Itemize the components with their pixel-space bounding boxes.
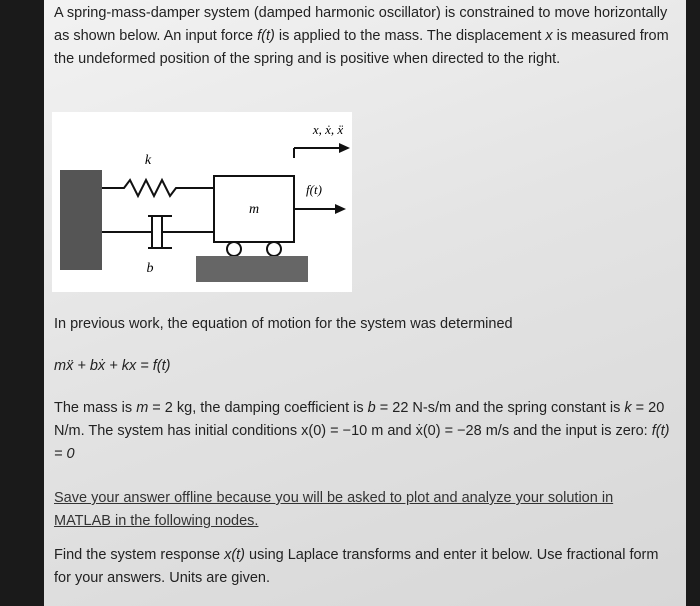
wheel-left: [227, 242, 241, 256]
intro-text-1: A spring-mass-damper system (damped harmonic oscillator) is constrained to move horizontally as shown below. An input force: [54, 5, 668, 44]
spring-mass-damper-diagram: [52, 112, 352, 292]
spring: [102, 180, 214, 196]
problem-page: [44, 0, 686, 606]
find-response-instructions: [54, 544, 674, 590]
motion-arrow-head: [339, 143, 350, 153]
zero-input: f(t) = 0: [54, 423, 670, 462]
initial-position: x(0) = −10: [301, 423, 368, 439]
given-values: [54, 397, 674, 466]
ground: [196, 256, 308, 282]
force-arrow-head: [335, 204, 346, 214]
mass-symbol: m: [136, 400, 149, 416]
wall: [60, 170, 102, 270]
given-text-2: m and: [367, 423, 416, 439]
initial-velocity: ẋ(0) = −28: [415, 423, 482, 439]
damping-symbol: b: [367, 400, 376, 416]
previous-work-text: In previous work, the equation of motion for the system was determined: [54, 316, 513, 332]
problem-intro: [54, 2, 674, 71]
mass-value: = 2 kg, the damping coefficient is: [148, 400, 368, 416]
displacement-symbol: x: [545, 28, 553, 44]
intro-text-3: is measured from the undeformed position of the spring and is positive when directed to the right.: [54, 28, 669, 67]
given-text-3: m/s and the input is zero:: [481, 423, 652, 439]
spring-value: = 20 N/m. The system has initial conditions: [54, 400, 665, 439]
equation-of-motion: mẍ + bẋ + kx = f(t): [54, 358, 171, 374]
force-symbol: f(t): [257, 28, 275, 44]
force-label: f(t): [306, 182, 322, 197]
find-text-1: Find the system response: [54, 547, 225, 563]
damping-value: = 22 N-s/m and the spring constant is: [375, 400, 625, 416]
intro-text-2: is applied to the mass. The displacement: [274, 28, 546, 44]
spring-label: k: [144, 153, 152, 168]
save-offline-note: Save your answer offline because you will be asked to plot and analyze your solution in MATLAB in the following nodes.: [54, 490, 614, 529]
mass-label: m: [248, 202, 260, 217]
diagram-svg: [52, 112, 352, 292]
spring-symbol: k: [624, 400, 632, 416]
damper-label: b: [146, 261, 154, 276]
given-text-1: The mass is: [54, 400, 137, 416]
motion-label: x, ẋ, ẍ: [312, 122, 344, 137]
response-symbol: x(t): [224, 547, 245, 563]
find-text-2: using Laplace transforms and enter it below. Use fractional form for your answers. Units are given.: [54, 547, 659, 586]
wheel-right: [267, 242, 281, 256]
